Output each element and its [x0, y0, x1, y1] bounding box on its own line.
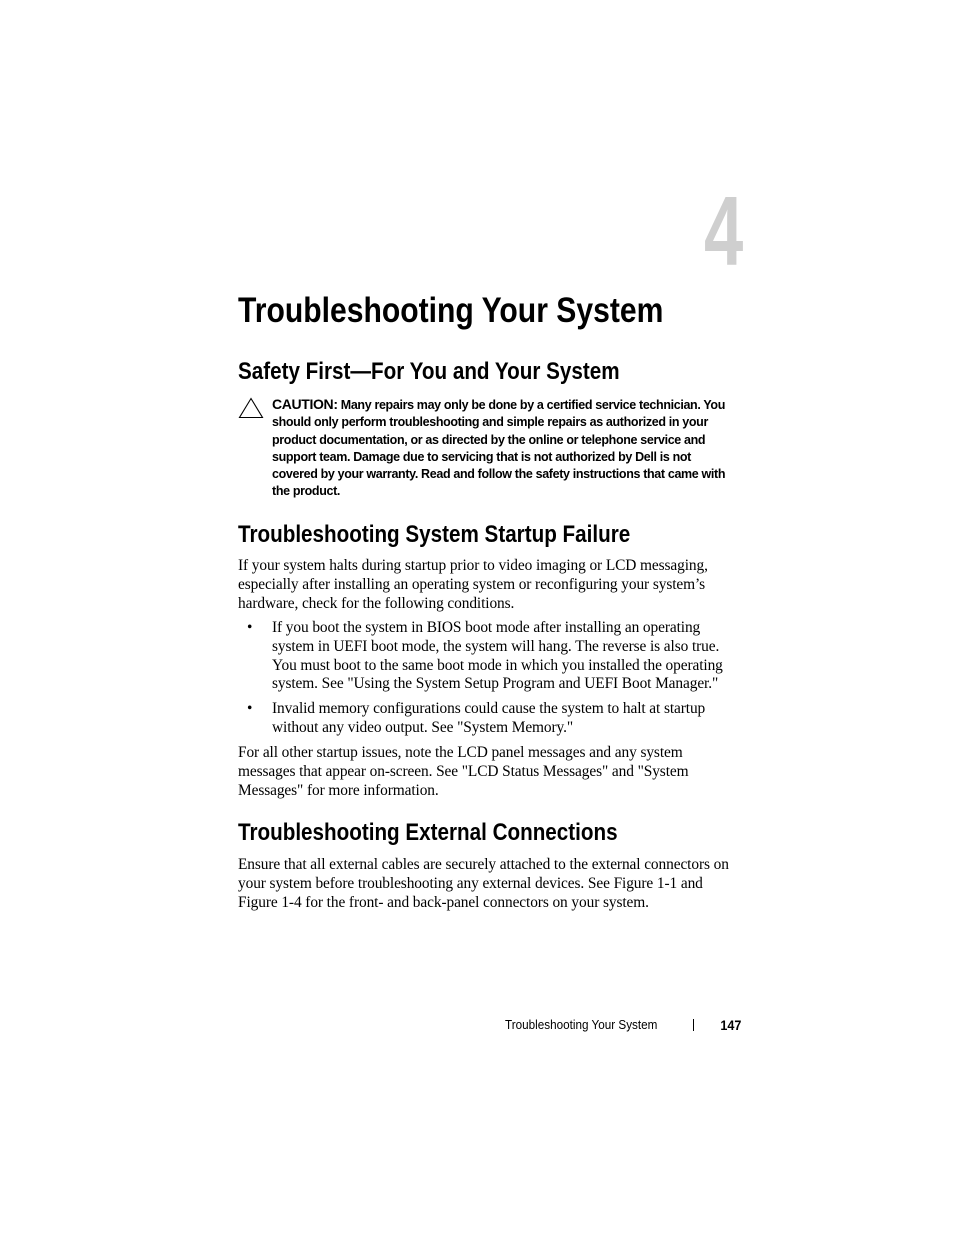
caution-triangle-icon — [238, 397, 264, 419]
footer-title: Troubleshooting Your System — [505, 1017, 658, 1032]
section-heading-external: Troubleshooting External Connections — [238, 819, 618, 846]
list-item-text: Invalid memory configurations could cause the system to halt at startup without any video output. See "System Memory." — [272, 700, 706, 736]
startup-outro-paragraph: For all other startup issues, note the LCD panel messages and any system messages that appear on-screen. See "LCD Status Messages" and "System Messages" for more information. — [238, 744, 689, 799]
caution-label: CAUTION: — [272, 396, 338, 412]
list-item — [238, 700, 738, 738]
external-connections-paragraph: Ensure that all external cables are securely attached to the external connectors on your system before troubleshooting any external devices. See Figure 1-1 and Figure 1-4 for the front- and back-panel connectors on your system. — [238, 856, 729, 911]
chapter-number: 4 — [704, 176, 744, 286]
chapter-title: Troubleshooting Your System — [238, 291, 664, 330]
list-item — [238, 619, 738, 694]
caution-message: Many repairs may only be done by a certified service technician. You should only perform troubleshooting and simple repairs as authorized in your product documentation, or as directed by the online or telephone service and support team. Damage due to servicing that is not authorized by Dell is not covered by your warranty. Read and follow the safety instructions that came with the product. — [272, 398, 726, 499]
bullet-icon: • — [247, 700, 253, 718]
caution-text — [272, 396, 738, 501]
startup-conditions-list — [238, 619, 738, 744]
page-number: 147 — [719, 1017, 741, 1033]
startup-intro-paragraph: If your system halts during startup prior to video imaging or LCD messaging, especially after installing an operating system or reconfiguring your system’s hardware, check for the following conditions. — [238, 557, 708, 612]
list-item-text: If you boot the system in BIOS boot mode after installing an operating system in UEFI boot mode, the system will hang. The reverse is also true. You must boot to the same boot mode in which you installed the operating system. See "Using the System Setup Program and UEFI Boot Manager." — [272, 619, 723, 693]
footer-divider — [693, 1019, 694, 1031]
caution-notice — [238, 396, 738, 501]
section-heading-startup: Troubleshooting System Startup Failure — [238, 521, 631, 548]
section-heading-safety: Safety First—For You and Your System — [238, 358, 620, 385]
bullet-icon: • — [247, 619, 253, 636]
page-footer — [500, 1014, 742, 1036]
